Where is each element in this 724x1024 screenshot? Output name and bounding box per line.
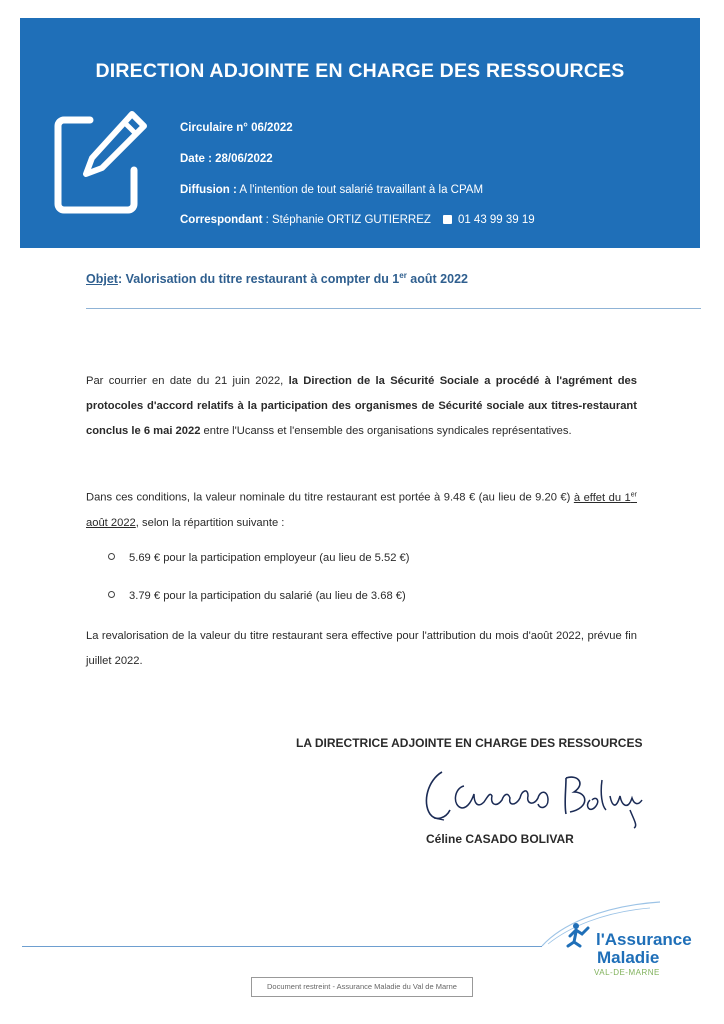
bullet-circle-icon — [108, 553, 115, 560]
list-item: 3.79 € pour la participation du salarié (au lieu de 3.68 €) — [108, 590, 406, 602]
logo-line-1: l'Assurance — [596, 930, 692, 949]
edit-document-icon — [50, 106, 150, 216]
bullet-circle-icon — [108, 591, 115, 598]
signature-title: LA DIRECTRICE ADJOINTE EN CHARGE DES RESSOURCES — [296, 736, 643, 750]
circulaire-date: Date : 28/06/2022 — [180, 153, 273, 165]
handwritten-signature — [420, 760, 650, 830]
divider — [86, 308, 701, 309]
phone-icon — [443, 215, 452, 224]
objet-line: Objet: Valorisation du titre restaurant à compter du 1er août 2022 — [86, 271, 468, 287]
correspondant: Correspondant : Stéphanie ORTIZ GUTIERREZ 01 43 99 39 19 — [180, 214, 535, 226]
paragraph-2: Dans ces conditions, la valeur nominale du titre restaurant est portée à 9.48 € (au lieu de 9.20 €) à effet du 1er août 2022, selon la répartition suivante : — [86, 491, 637, 529]
diffusion: Diffusion : A l'intention de tout salarié travaillant à la CPAM — [180, 184, 484, 196]
list-item: 5.69 € pour la participation employeur (au lieu de 5.52 €) — [108, 552, 410, 564]
paragraph-1: Par courrier en date du 21 juin 2022, la Direction de la Sécurité Sociale a procédé à l'agrément des protocoles d'accord relatifs à la participation des organismes de Sécurité sociale aux titres-restaurant conclus le 6 mai 2022 entre l'Ucanss et l'ensemble des organisations syndicales représentatives. — [86, 375, 637, 437]
logo-line-3: VAL-DE-MARNE — [594, 968, 660, 977]
footer-divider — [22, 946, 542, 947]
header-banner — [20, 18, 700, 248]
signatory-name: Céline CASADO BOLIVAR — [426, 832, 574, 846]
confidentiality-footer: Document restreint - Assurance Maladie du Val de Marne — [251, 977, 473, 997]
header-title: DIRECTION ADJOINTE EN CHARGE DES RESSOURCES — [95, 60, 625, 82]
circulaire-number: Circulaire n° 06/2022 — [180, 122, 293, 134]
paragraph-3: La revalorisation de la valeur du titre restaurant sera effective pour l'attribution du mois d'août 2022, prévue fin juillet 2022. — [86, 630, 637, 667]
logo-line-2: Maladie — [597, 948, 660, 967]
